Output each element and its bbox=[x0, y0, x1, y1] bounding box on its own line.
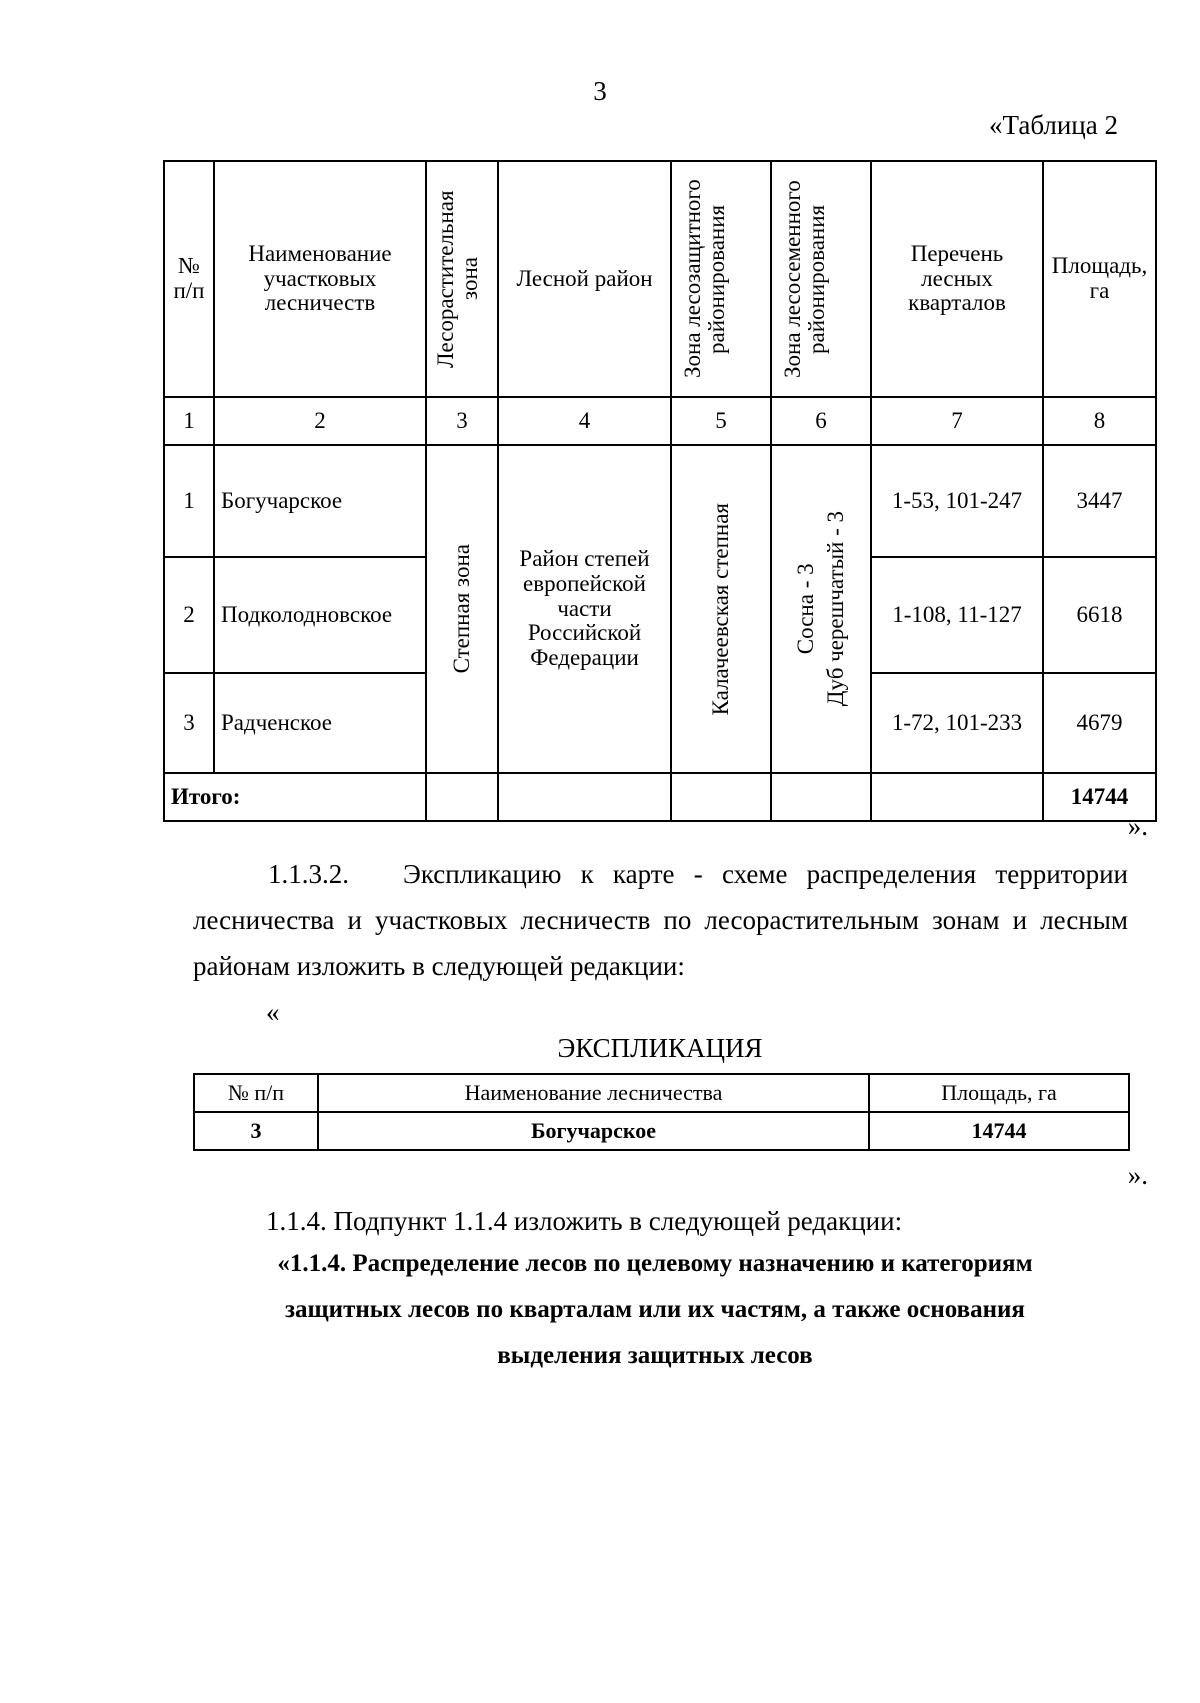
total-label: Итого: bbox=[164, 773, 426, 821]
merged-veg-zone-text: Степная зона bbox=[448, 544, 474, 674]
header-veg-zone bbox=[426, 161, 498, 397]
explication-header-row bbox=[194, 1074, 1129, 1112]
expl-row-name: Богучарское bbox=[318, 1112, 869, 1150]
header-protective-zone bbox=[671, 161, 771, 397]
col-number: 8 bbox=[1043, 397, 1156, 445]
empty-cell bbox=[671, 773, 771, 821]
merged-forest-district: Район степей европейской части Российской Федерации bbox=[498, 445, 671, 773]
row-name: Радченское bbox=[214, 673, 426, 773]
total-row bbox=[164, 773, 1156, 821]
empty-cell bbox=[498, 773, 671, 821]
explication-table bbox=[193, 1073, 1128, 1151]
expl-row-area: 14744 bbox=[869, 1112, 1129, 1150]
row-quarters: 1-108, 11-127 bbox=[871, 557, 1043, 673]
section-heading-line: выделения защитных лесов bbox=[497, 1342, 813, 1369]
section-heading-line: «1.1.4. Распределение лесов по целевому назначению и категориям bbox=[277, 1250, 1033, 1277]
header-protective-zone-text: Зона лесозащитного районирования bbox=[680, 179, 730, 379]
row-name: Подколодновское bbox=[214, 557, 426, 673]
page-number: 3 bbox=[593, 76, 607, 106]
section-heading-line: защитных лесов по кварталам или их частям, а также основания bbox=[285, 1296, 1025, 1323]
row-area: 3447 bbox=[1043, 445, 1156, 557]
col-number: 3 bbox=[426, 397, 498, 445]
row-quarters: 1-53, 101-247 bbox=[871, 445, 1043, 557]
seed-zone-line-1: Сосна - 3 bbox=[792, 563, 818, 655]
column-number-row bbox=[164, 397, 1156, 445]
merged-veg-zone bbox=[426, 445, 498, 773]
header-area: Площадь, га bbox=[1043, 161, 1156, 397]
expl-row-num: 3 bbox=[194, 1112, 318, 1150]
empty-cell bbox=[771, 773, 871, 821]
empty-cell bbox=[426, 773, 498, 821]
close-quote-2: ». bbox=[1127, 1160, 1148, 1190]
row-num: 2 bbox=[164, 557, 214, 673]
header-name: Наименование участковых лесничеств bbox=[214, 161, 426, 397]
col-number: 6 bbox=[771, 397, 871, 445]
forestry-table bbox=[163, 160, 1155, 822]
header-seed-zone-text: Зона лесосеменного районирования bbox=[780, 180, 830, 378]
merged-protective-zone-text: Калачеевская степная bbox=[707, 502, 733, 716]
expl-header-area: Площадь, га bbox=[869, 1074, 1129, 1112]
row-quarters: 1-72, 101-233 bbox=[871, 673, 1043, 773]
table-header-row bbox=[164, 161, 1156, 397]
header-veg-zone-text: Лесорастительная зона bbox=[433, 190, 483, 368]
merged-protective-zone bbox=[671, 445, 771, 773]
header-quarters: Перечень лесных кварталов bbox=[871, 161, 1043, 397]
close-quote: ». bbox=[1127, 811, 1148, 841]
header-forest-district: Лесной район bbox=[498, 161, 671, 397]
row-num: 3 bbox=[164, 673, 214, 773]
col-number: 7 bbox=[871, 397, 1043, 445]
col-number: 4 bbox=[498, 397, 671, 445]
total-area: 14744 bbox=[1043, 773, 1156, 821]
open-quote: « bbox=[266, 997, 280, 1027]
row-num: 1 bbox=[164, 445, 214, 557]
col-number: 5 bbox=[671, 397, 771, 445]
row-area: 4679 bbox=[1043, 673, 1156, 773]
paragraph-1-1-3-2: 1.1.3.2. Экспликацию к карте - схеме распределения территории лесничества и участковых лесничеств по лесорастительным зонам и лесным районам изложить в следующей редакции: bbox=[193, 859, 1128, 981]
expl-header-name: Наименование лесничества bbox=[318, 1074, 869, 1112]
seed-zone-line-2: Дуб черешчатый - 3 bbox=[823, 511, 848, 707]
row-area: 6618 bbox=[1043, 557, 1156, 673]
merged-seed-zone-text bbox=[794, 511, 848, 706]
col-number: 1 bbox=[164, 397, 214, 445]
empty-cell bbox=[871, 773, 1043, 821]
table-caption: «Таблица 2 bbox=[989, 110, 1118, 140]
header-seed-zone bbox=[771, 161, 871, 397]
header-num: № п/п bbox=[164, 161, 214, 397]
explication-title: ЭКСПЛИКАЦИЯ bbox=[557, 1033, 763, 1063]
table-row bbox=[164, 445, 1156, 557]
merged-seed-zone bbox=[771, 445, 871, 773]
col-number: 2 bbox=[214, 397, 426, 445]
row-name: Богучарское bbox=[214, 445, 426, 557]
explication-row bbox=[194, 1112, 1129, 1150]
expl-header-num: № п/п bbox=[194, 1074, 318, 1112]
paragraph-1-1-4: 1.1.4. Подпункт 1.1.4 изложить в следующей редакции: bbox=[266, 1206, 903, 1236]
